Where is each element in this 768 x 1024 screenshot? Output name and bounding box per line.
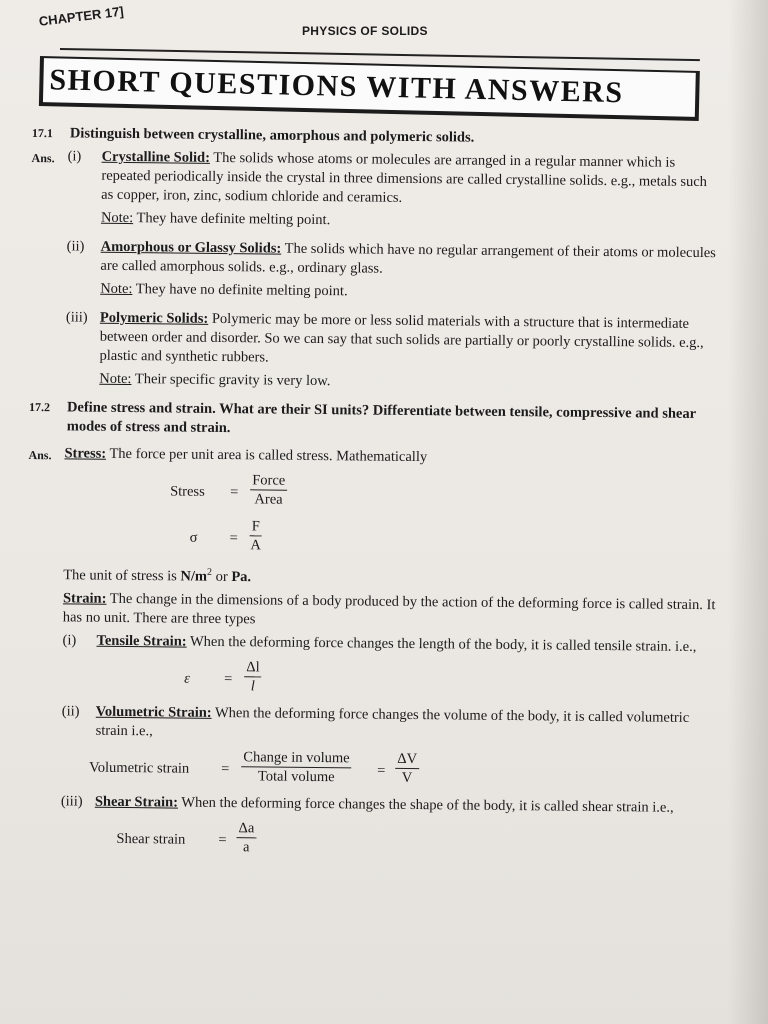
question-text: Distinguish between crystalline, amorphous and polymeric solids.: [69, 125, 475, 146]
equals-sign: =: [229, 530, 238, 547]
term-volumetric-strain: Volumetric Strain:: [95, 703, 212, 721]
unit-mid: or: [211, 568, 232, 585]
strain-type-shear: [25, 792, 715, 818]
formula-shear: [24, 817, 714, 864]
numerator: Force: [250, 471, 287, 490]
fraction: [250, 471, 287, 508]
formula-label: σ: [189, 529, 198, 546]
note-polymeric: [29, 369, 719, 395]
note-label: Note:: [99, 370, 132, 388]
formula-stress-symbols: [27, 515, 717, 562]
running-title: PHYSICS OF SOLIDS: [302, 24, 428, 38]
unit-pascal: Pa.: [231, 568, 252, 586]
denominator: l: [250, 678, 255, 695]
answer-item-crystalline: [31, 147, 722, 211]
note-text: They have no definite melting point.: [132, 281, 348, 300]
note-crystalline: [31, 208, 721, 234]
stress-unit: [27, 561, 717, 592]
denominator: Area: [254, 491, 283, 508]
equals-sign: =: [221, 760, 230, 777]
item-numeral: (iii): [65, 309, 88, 326]
section-banner: [39, 56, 700, 121]
unit-superscript: 2: [207, 566, 213, 578]
item-numeral: (i): [67, 148, 82, 165]
page-header: [0, 3, 768, 48]
strain-type-volumetric: [26, 702, 716, 747]
question-number: 17.2: [28, 399, 51, 415]
page-edge-shadow: [728, 0, 768, 1024]
fraction: [241, 748, 352, 786]
note-text: They have definite melting point.: [133, 210, 331, 229]
definition-text: When the deforming force changes the shape of the body, it is called shear strain i.e.,: [177, 794, 674, 816]
term-polymeric-solids: Polymeric Solids:: [99, 309, 209, 327]
answer-item-polymeric: [29, 308, 720, 372]
numerator: Δl: [244, 658, 262, 677]
formula-label: Stress: [170, 483, 205, 500]
numerator: ΔV: [395, 750, 419, 769]
definition-text: The force per unit area is called stress. Mathematically: [106, 445, 428, 466]
definition-text: The solids which have no regular arrangement of their atoms or molecules are called amorphous solids. e.g., ordinary glass.: [100, 240, 716, 277]
item-numeral: (ii): [66, 238, 85, 255]
numerator: F: [250, 517, 262, 536]
formula-volumetric: [25, 746, 715, 793]
formula-label: ε: [184, 670, 190, 687]
formula-label: Volumetric strain: [89, 759, 190, 777]
equals-sign: =: [230, 484, 239, 501]
fraction: [249, 517, 261, 554]
definition-text: When the deforming force changes the length of the body, it is called tensile strain. i.e.,: [186, 633, 697, 655]
question-text: Define stress and strain. What are their SI units? Differentiate between tensile, compressive and shear modes of stress and strain.: [66, 399, 696, 437]
chapter-label: CHAPTER 17]: [38, 3, 125, 29]
formula-label: Shear strain: [116, 830, 186, 848]
item-numeral: (ii): [61, 703, 80, 720]
strain-definition: [27, 589, 717, 634]
definition-text: When the deforming force changes the volume of the body, it is called volumetric strain i.e.,: [95, 704, 690, 740]
formula-stress-words: [28, 469, 718, 516]
fraction: [395, 750, 419, 787]
note-text: Their specific gravity is very low.: [131, 371, 331, 390]
equals-sign: =: [377, 762, 386, 779]
term-amorphous-solids: Amorphous or Glassy Solids:: [100, 238, 282, 257]
term-strain: Strain:: [62, 590, 107, 607]
unit-n-per-m: N/m: [180, 568, 208, 585]
fraction: [236, 819, 256, 856]
numerator: Change in volume: [241, 748, 352, 768]
term-shear-strain: Shear Strain:: [94, 793, 179, 811]
definition-text: The solids whose atoms or molecules are arranged in a regular manner which is repeated periodically inside the crystal in three dimensions are called crystalline solids. e.g., metals such as copper, iron, zinc, sodium chloride and ceramics.: [101, 149, 708, 206]
stress-definition: [28, 444, 718, 470]
term-stress: Stress:: [64, 445, 107, 462]
question-17-1: [32, 124, 722, 150]
answer-label: Ans.: [28, 447, 52, 463]
equals-sign: =: [218, 831, 227, 848]
question-number: 17.1: [31, 125, 53, 141]
fraction: [244, 658, 262, 695]
denominator: Total volume: [257, 768, 335, 786]
answer-label: Ans.: [31, 150, 55, 166]
definition-text: The change in the dimensions of a body produced by the action of the deforming force is called strain. It has no unit. There are three types: [62, 590, 716, 628]
denominator: a: [242, 839, 250, 856]
item-numeral: (iii): [60, 793, 83, 810]
note-amorphous: [30, 279, 720, 305]
definition-text: Polymeric may be more or less solid materials with a structure that is intermediate between order and disorder. So we can say that such solids are partially or poorly crystalline solids. e.g., plastic and synthetic rubbers.: [99, 310, 704, 366]
term-tensile-strain: Tensile Strain:: [96, 632, 187, 650]
question-17-2: [29, 398, 719, 443]
formula-tensile: [26, 656, 716, 703]
denominator: A: [250, 537, 261, 554]
numerator: Δa: [236, 819, 256, 838]
equals-sign: =: [224, 670, 233, 687]
unit-prefix: The unit of stress is: [63, 567, 181, 585]
page-content: [24, 120, 722, 870]
term-crystalline-solid: Crystalline Solid:: [101, 148, 211, 166]
item-numeral: (i): [62, 632, 77, 649]
denominator: V: [401, 769, 413, 786]
section-banner-title: SHORT QUESTIONS WITH ANSWERS: [43, 58, 696, 117]
note-label: Note:: [100, 209, 134, 227]
note-label: Note:: [100, 280, 133, 298]
answer-item-amorphous: [30, 237, 720, 282]
strain-type-tensile: [26, 631, 716, 657]
